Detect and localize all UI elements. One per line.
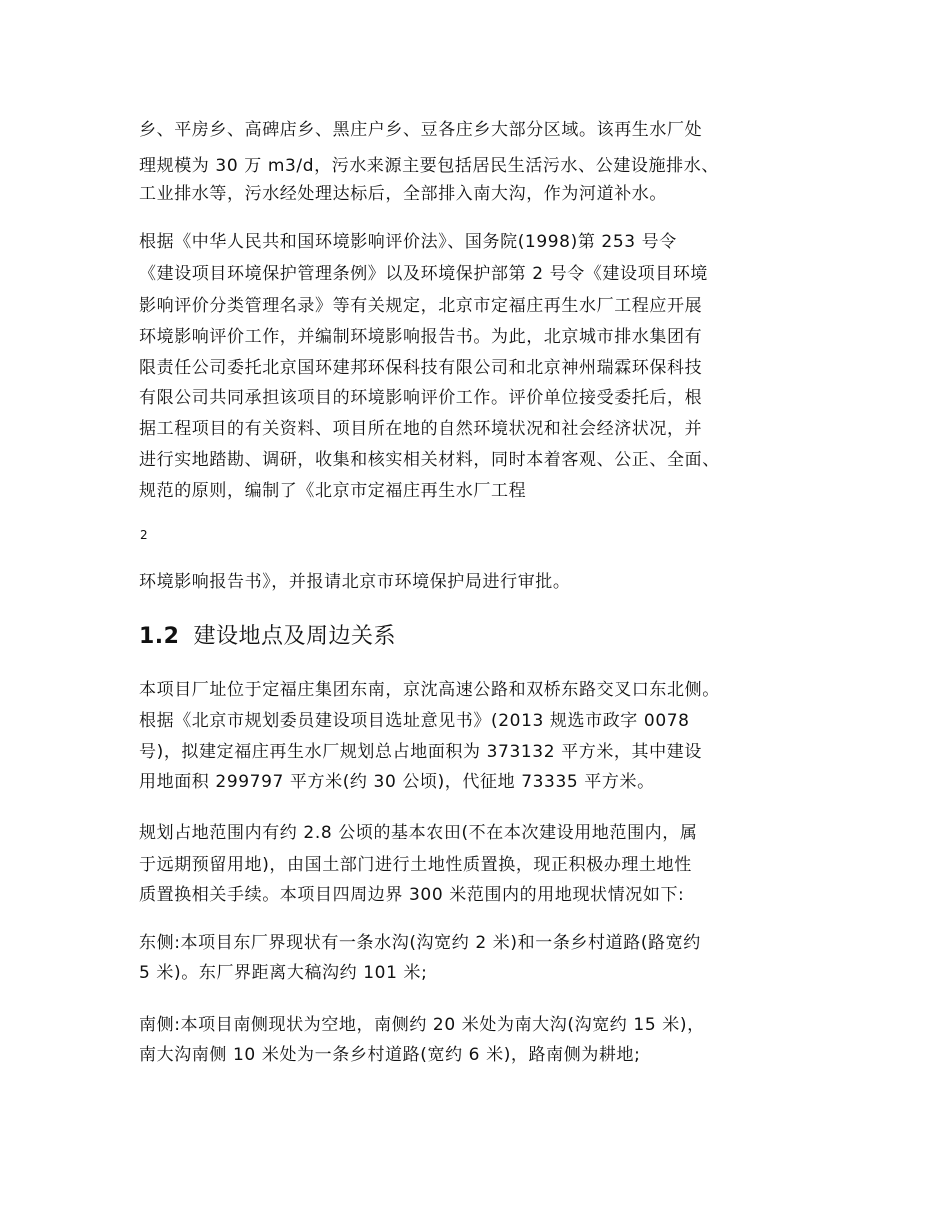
paragraph-line: 影响评价分类管理名录》等有关规定，北京市定福庄再生水厂工程应开展 [139,296,703,316]
paragraph-line: 据工程项目的有关资料、项目所在地的自然环境状况和社会经济状况，并 [139,419,703,439]
paragraph-line: 5 米)。东厂界距离大稿沟约 101 米; [139,963,428,983]
paragraph-line: 有限公司共同承担该项目的环境影响评价工作。评价单位接受委托后，根 [139,388,703,408]
paragraph-line: 用地面积 299797 平方米(约 30 公顷)，代征地 73335 平方米。 [139,772,655,792]
paragraph-line: 环境影响报告书》，并报请北京市环境保护局进行审批。 [139,572,571,592]
section-heading [139,622,396,652]
paragraph-line: 南大沟南侧 10 米处为一条乡村道路(宽约 6 米)，路南侧为耕地; [139,1045,641,1065]
paragraph-line: 东侧:本项目东厂界现状有一条水沟(沟宽约 2 米)和一条乡村道路(路宽约 [139,933,701,953]
paragraph-line: 号)，拟建定福庄再生水厂规划总占地面积为 373132 平方米，其中建设 [139,742,702,762]
paragraph-line: 限责任公司委托北京国环建邦环保科技有限公司和北京神州瑞霖环保科技 [139,358,703,378]
section-number: 1.2 [139,624,180,649]
paragraph-line: 乡、平房乡、高碑店乡、黑庄户乡、豆各庄乡大部分区域。该再生水厂处 [139,120,703,140]
paragraph-line: 规划占地范围内有约 2.8 公顷的基本农田(不在本次建设用地范围内，属 [139,823,698,843]
paragraph-line: 根据《中华人民共和国环境影响评价法》、国务院(1998)第 253 号令 [139,232,677,252]
paragraph-line: 环境影响评价工作，并编制环境影响报告书。为此，北京城市排水集团有 [139,327,703,347]
page-number: 2 [140,528,148,542]
paragraph-line: 进行实地踏勘、调研，收集和核实相关材料，同时本着客观、公正、全面、 [139,450,720,470]
paragraph-line: 规范的原则，编制了《北京市定福庄再生水厂工程 [139,481,527,501]
paragraph-line: 南侧:本项目南侧现状为空地，南侧约 20 米处为南大沟(沟宽约 15 米)， [139,1015,705,1035]
paragraph-line: 于远期预留用地)，由国土部门进行土地性质置换，现正积极办理土地性 [139,855,692,875]
paragraph-line: 工业排水等，污水经处理达标后，全部排入南大沟，作为河道补水。 [139,184,667,204]
paragraph-line: 《建设项目环境保护管理条例》以及环境保护部第 2 号令《建设项目环境 [139,264,709,284]
paragraph-line: 本项目厂址位于定福庄集团东南，京沈高速公路和双桥东路交叉口东北侧。 [139,680,720,700]
section-title: 建设地点及周边关系 [193,624,396,649]
paragraph-line: 质置换相关手续。本项目四周边界 300 米范围内的用地现状情况如下: [139,885,685,905]
paragraph-line: 根据《北京市规划委员建设项目选址意见书》(2013 规选市政字 0078 [139,711,690,731]
paragraph-line: 理规模为 30 万 m3/d，污水来源主要包括居民生活污水、公建设施排水、 [139,156,719,176]
